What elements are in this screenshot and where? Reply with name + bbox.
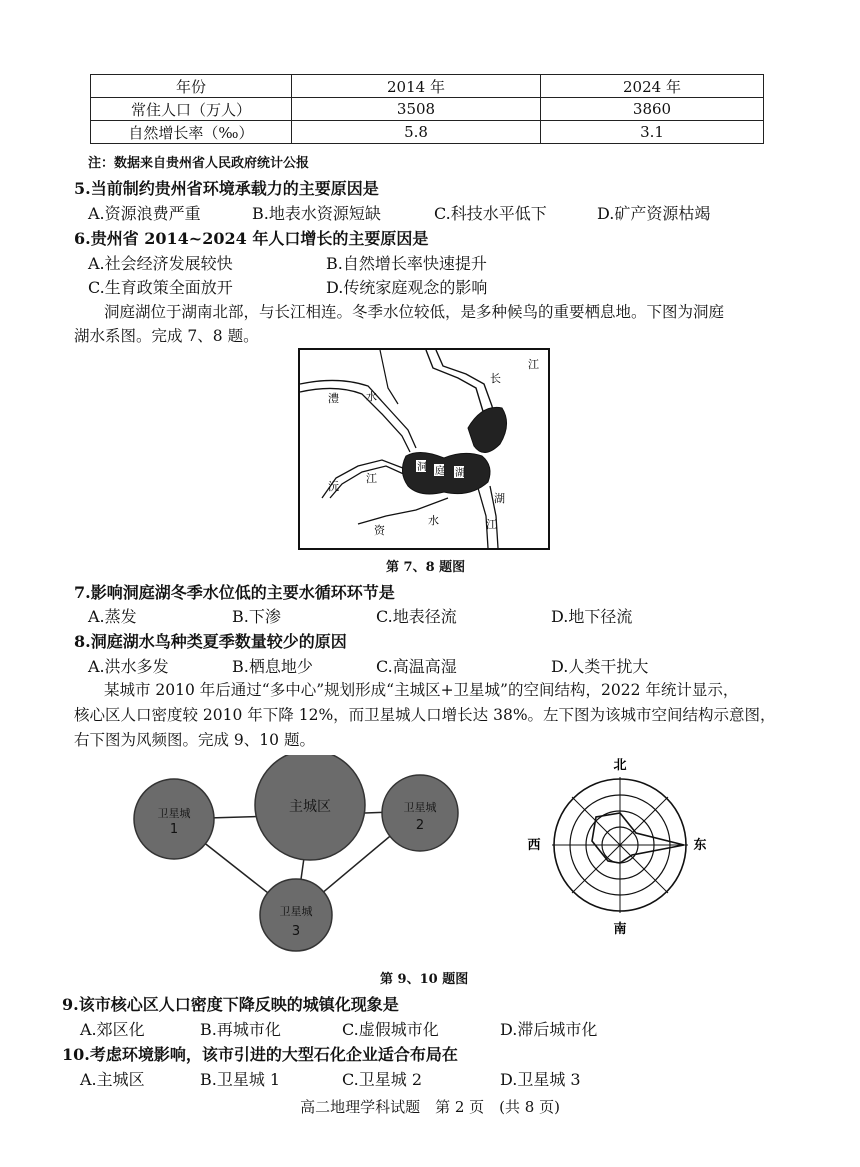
table-cell: 自然增长率（‰） bbox=[91, 121, 292, 144]
map-label: 长 bbox=[490, 372, 501, 385]
table-row bbox=[91, 121, 764, 144]
table-cell: 3508 bbox=[292, 98, 541, 121]
q6-option-c: C.生育政策全面放开 bbox=[88, 278, 233, 297]
satellite-1-label: 卫星城 bbox=[157, 807, 191, 820]
map-label: 澧 bbox=[328, 392, 339, 405]
map-label: 庭 bbox=[435, 466, 445, 477]
question-7-stem: 7.影响洞庭湖冬季水位低的主要水循环环节是 bbox=[74, 583, 395, 602]
q8-option-b: B.栖息地少 bbox=[232, 657, 313, 676]
q10-option-d: D.卫星城 3 bbox=[500, 1070, 581, 1089]
q9-option-a: A.郊区化 bbox=[80, 1020, 145, 1039]
q5-option-c: C.科技水平低下 bbox=[434, 204, 547, 223]
passage-1-line-2: 湖水系图。完成 7、8 题。 bbox=[74, 327, 259, 345]
table-header-cell: 2014 年 bbox=[292, 75, 541, 98]
map-label: 洞 bbox=[417, 462, 427, 473]
satellite-2-label: 卫星城 bbox=[403, 801, 437, 814]
question-6-stem: 6.贵州省 2014~2024 年人口增长的主要原因是 bbox=[74, 229, 429, 248]
question-10-stem: 10.考虑环境影响，该市引进的大型石化企业适合布局在 bbox=[62, 1045, 458, 1064]
wind-label-west: 西 bbox=[527, 838, 541, 853]
map-label: 江 bbox=[366, 472, 377, 485]
q8-option-c: C.高温高湿 bbox=[376, 657, 457, 676]
passage-2-line-2: 核心区人口密度较 2010 年下降 12%，而卫星城人口增长达 38%。左下图为该城市空间结构示意图， bbox=[74, 706, 776, 724]
table-header-row bbox=[91, 75, 764, 98]
q10-option-a: A.主城区 bbox=[80, 1070, 145, 1089]
map-label: 沅 bbox=[328, 480, 339, 493]
map-caption: 第 7、8 题图 bbox=[386, 560, 466, 575]
wind-rose-diagram bbox=[520, 755, 710, 940]
q5-option-d: D.矿产资源枯竭 bbox=[597, 204, 711, 223]
main-urban-label: 主城区 bbox=[289, 799, 331, 815]
q6-option-d: D.传统家庭观念的影响 bbox=[326, 278, 488, 297]
question-5-stem: 5.当前制约贵州省环境承载力的主要原因是 bbox=[74, 179, 379, 198]
satellite-3-label: 卫星城 bbox=[279, 905, 313, 918]
q7-option-c: C.地表径流 bbox=[376, 607, 457, 626]
q7-option-a: A.蒸发 bbox=[88, 607, 137, 626]
wind-label-east: 东 bbox=[693, 838, 707, 853]
city-structure-diagram bbox=[130, 755, 470, 955]
q10-option-b: B.卫星城 1 bbox=[200, 1070, 281, 1089]
table-row bbox=[91, 98, 764, 121]
q9-option-d: D.滞后城市化 bbox=[500, 1020, 598, 1039]
q6-option-a: A.社会经济发展较快 bbox=[88, 254, 233, 273]
table-header-cell: 2024 年 bbox=[541, 75, 764, 98]
satellite-1-number: 1 bbox=[169, 822, 179, 837]
map-label: 水 bbox=[366, 390, 377, 403]
map-label: 湖 bbox=[455, 468, 465, 479]
map-label: 资 bbox=[374, 524, 385, 537]
q10-option-c: C.卫星城 2 bbox=[342, 1070, 423, 1089]
q9-option-c: C.虚假城市化 bbox=[342, 1020, 439, 1039]
question-9-stem: 9.该市核心区人口密度下降反映的城镇化现象是 bbox=[62, 995, 399, 1014]
satellite-2-number: 2 bbox=[415, 818, 425, 833]
table-note: 注：数据来自贵州省人民政府统计公报 bbox=[88, 156, 310, 171]
wind-label-north: 北 bbox=[613, 758, 627, 773]
q8-option-a: A.洪水多发 bbox=[88, 657, 169, 676]
passage-2-line-3: 右下图为风频图。完成 9、10 题。 bbox=[74, 731, 315, 749]
passage-1-line-1: 洞庭湖位于湖南北部，与长江相连。冬季水位较低，是多种候鸟的重要栖息地。下图为洞庭 bbox=[104, 303, 725, 321]
question-8-stem: 8.洞庭湖水鸟种类夏季数量较少的原因 bbox=[74, 632, 347, 651]
q9-option-b: B.再城市化 bbox=[200, 1020, 281, 1039]
table-cell: 3.1 bbox=[541, 121, 764, 144]
page-footer: 高二地理学科试题 第 2 页 (共 8 页) bbox=[300, 1098, 560, 1116]
table-cell: 5.8 bbox=[292, 121, 541, 144]
map-label: 湖 bbox=[494, 492, 505, 505]
figure-2-caption: 第 9、10 题图 bbox=[380, 972, 469, 987]
population-table bbox=[90, 74, 764, 144]
map-label: 水 bbox=[428, 514, 439, 527]
q5-option-a: A.资源浪费严重 bbox=[88, 204, 201, 223]
q5-option-b: B.地表水资源短缺 bbox=[252, 204, 381, 223]
map-label: 江 bbox=[486, 518, 497, 531]
dongting-lake-map bbox=[298, 348, 550, 550]
satellite-3-number: 3 bbox=[291, 924, 301, 939]
table-cell: 常住人口（万人） bbox=[91, 98, 292, 121]
q7-option-d: D.地下径流 bbox=[551, 607, 633, 626]
table-header-cell: 年份 bbox=[91, 75, 292, 98]
q8-option-d: D.人类干扰大 bbox=[551, 657, 649, 676]
map-label: 江 bbox=[528, 358, 539, 371]
passage-2-line-1: 某城市 2010 年后通过“多中心”规划形成“主城区+卫星城”的空间结构，2022 年统计显示， bbox=[104, 681, 739, 699]
wind-label-south: 南 bbox=[613, 922, 627, 937]
q7-option-b: B.下渗 bbox=[232, 607, 281, 626]
table-cell: 3860 bbox=[541, 98, 764, 121]
q6-option-b: B.自然增长率快速提升 bbox=[326, 254, 487, 273]
